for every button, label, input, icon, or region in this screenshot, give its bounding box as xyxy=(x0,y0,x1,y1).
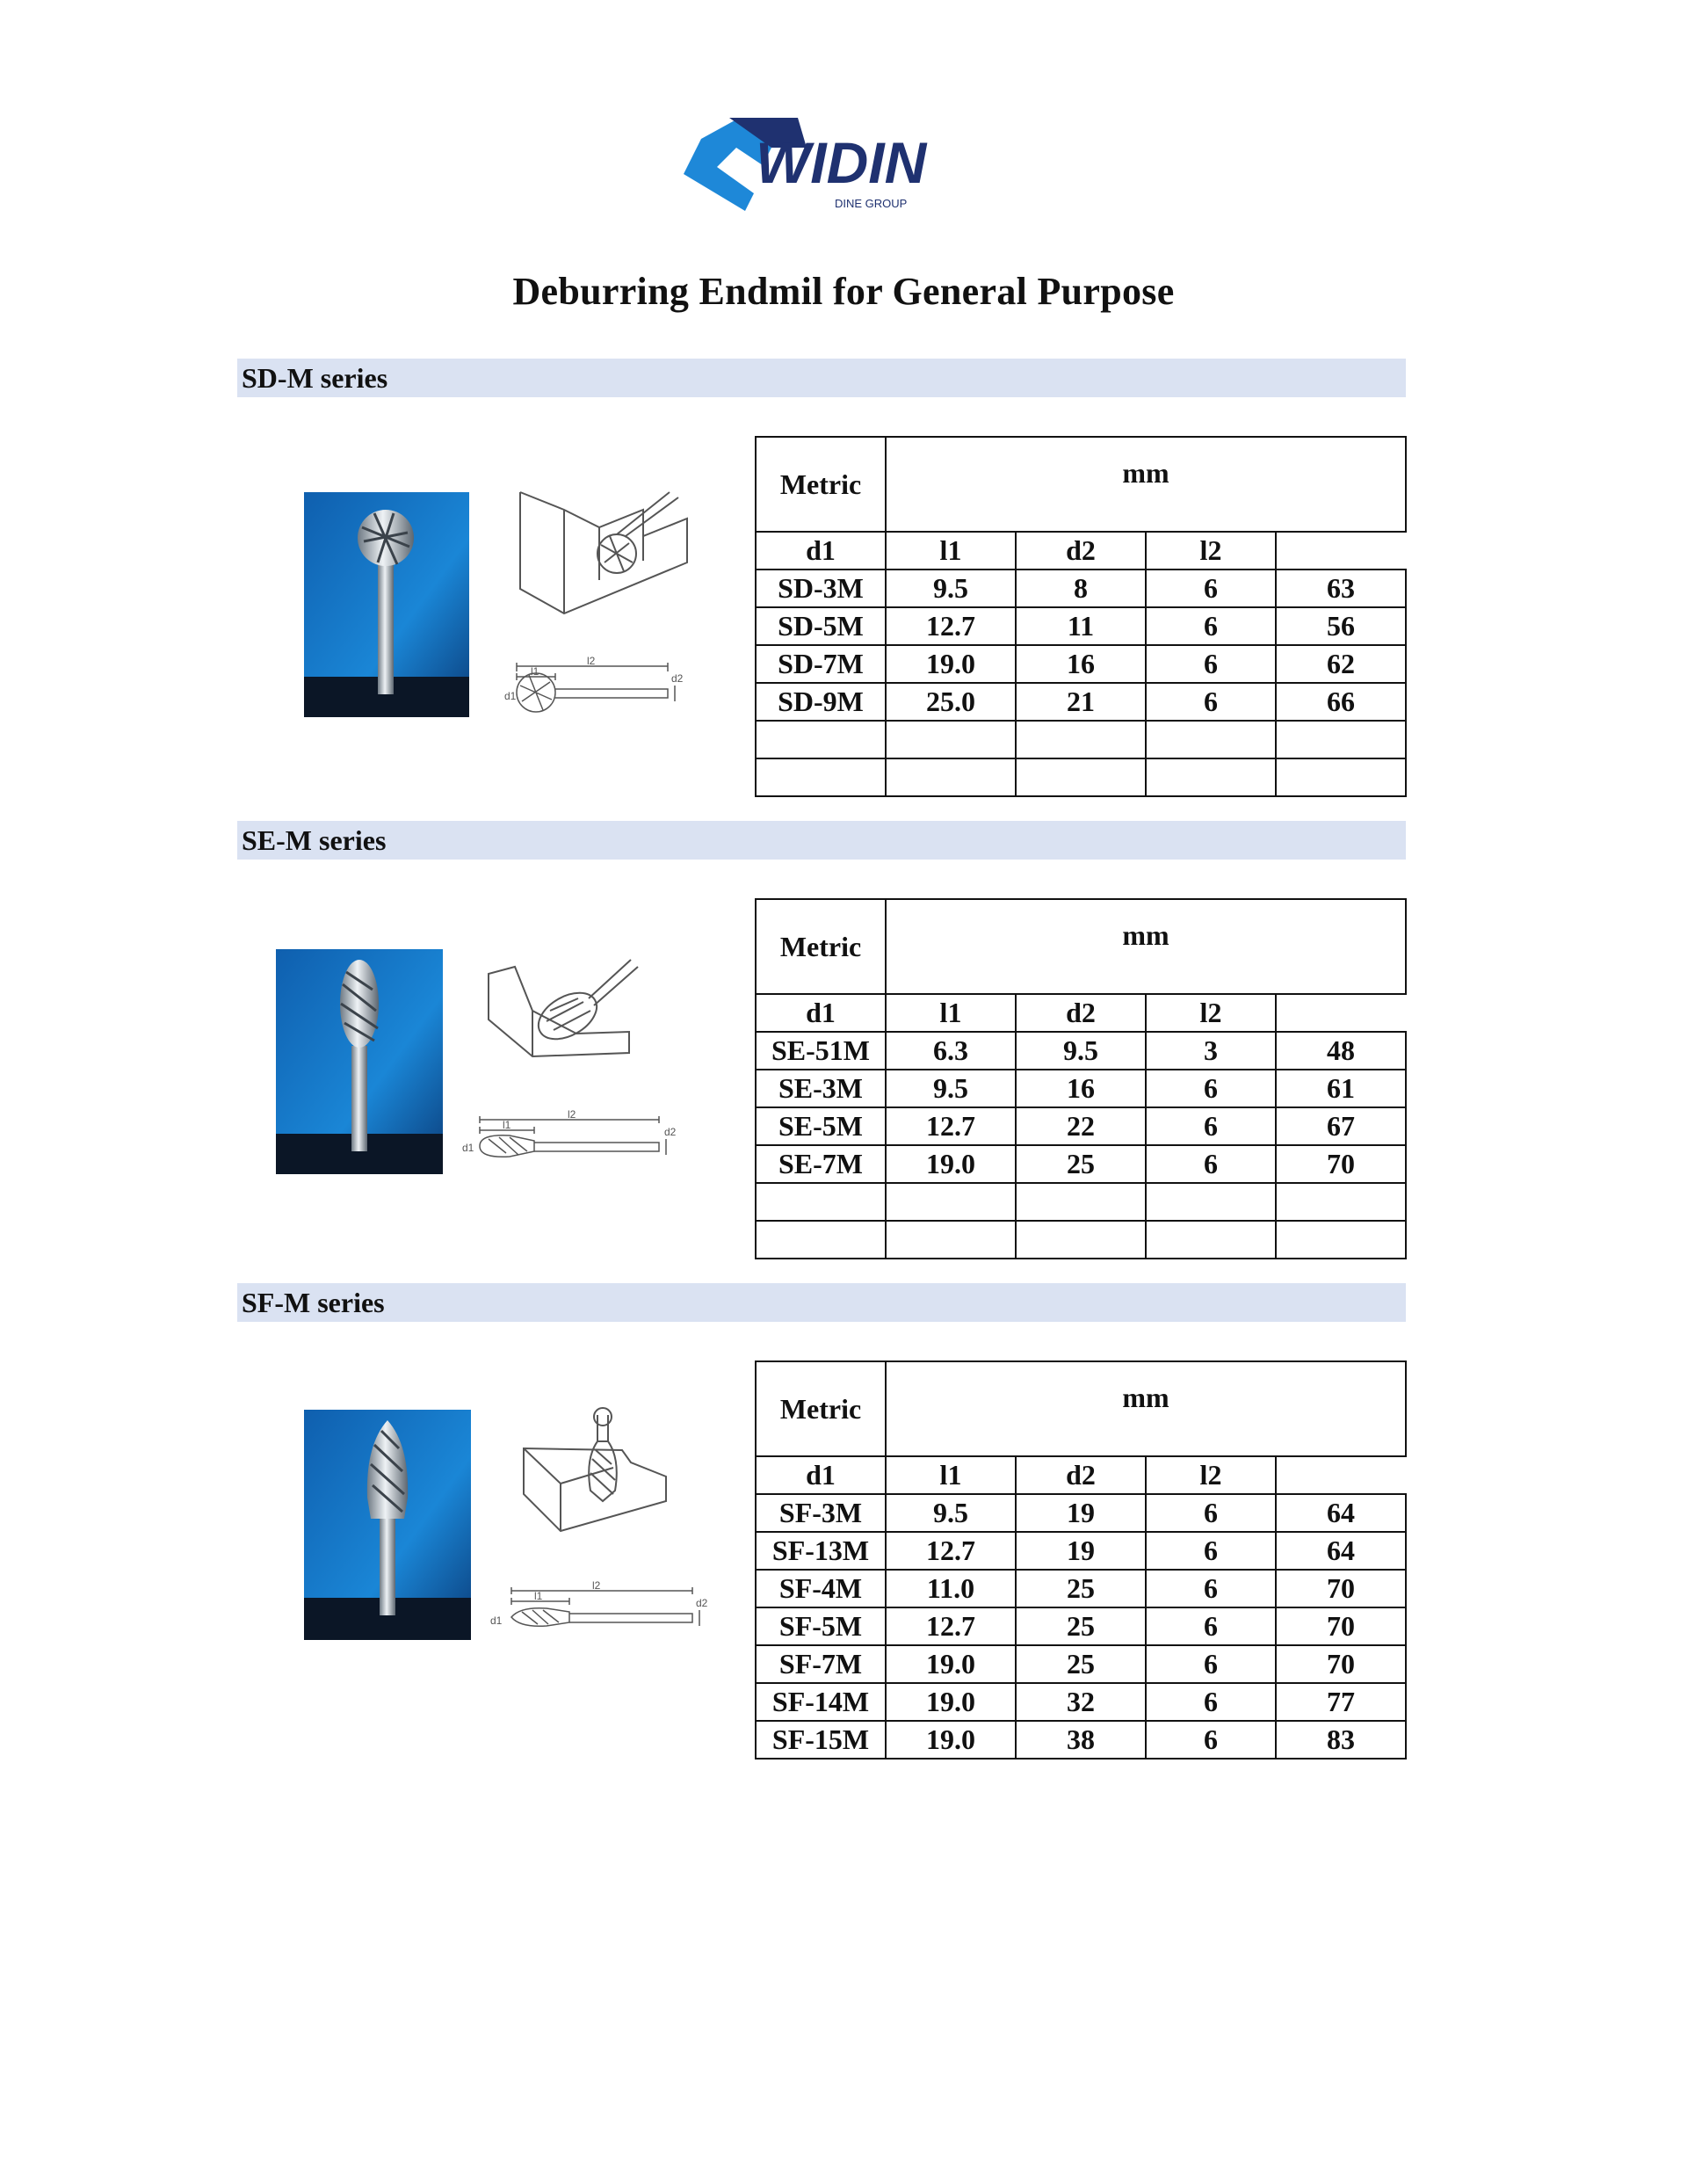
col-header: d2 xyxy=(1016,994,1146,1032)
dim-label-d2: d2 xyxy=(664,1126,677,1138)
col-header: l1 xyxy=(886,532,1016,570)
series-title: SF-M series xyxy=(242,1287,385,1318)
dimension-cell xyxy=(1276,1183,1406,1221)
table-row xyxy=(756,1532,1406,1570)
se-dimension-drawing xyxy=(457,1108,677,1181)
dimension-cell xyxy=(1276,721,1406,758)
dimension-cell xyxy=(1016,1221,1146,1259)
dimension-cell xyxy=(886,1183,1016,1221)
dim-label-d2: d2 xyxy=(671,672,684,685)
dimension-cell: 25.0 xyxy=(886,683,1016,721)
dimension-cell: 6 xyxy=(1146,1145,1276,1183)
model-cell: SD-5M xyxy=(756,607,886,645)
dimension-cell: 16 xyxy=(1016,645,1146,683)
unit-header: mm xyxy=(886,1361,1406,1456)
sf-table-body xyxy=(756,1494,1406,1759)
dimension-cell xyxy=(1016,758,1146,796)
col-header: l1 xyxy=(886,1456,1016,1494)
table-row xyxy=(756,1494,1406,1532)
dimension-cell: 9.5 xyxy=(886,1494,1016,1532)
dimension-cell: 61 xyxy=(1276,1070,1406,1107)
model-cell: SD-7M xyxy=(756,645,886,683)
table-row xyxy=(756,1032,1406,1070)
sd-table-body xyxy=(756,570,1406,796)
sd-burr-photo xyxy=(304,492,469,717)
table-row xyxy=(756,683,1406,721)
dimension-cell xyxy=(886,1221,1016,1259)
sf-dimension-drawing xyxy=(485,1579,708,1652)
dimension-cell: 19.0 xyxy=(886,645,1016,683)
dimension-cell: 48 xyxy=(1276,1032,1406,1070)
dimension-cell xyxy=(1016,721,1146,758)
sf-spec-table xyxy=(755,1360,1407,1760)
dimension-cell: 6 xyxy=(1146,1532,1276,1570)
dimension-cell: 6 xyxy=(1146,1107,1276,1145)
dimension-cell: 19.0 xyxy=(886,1721,1016,1759)
dimension-cell xyxy=(1276,1221,1406,1259)
dimension-cell: 6 xyxy=(1146,645,1276,683)
sf-burr-photo xyxy=(304,1410,471,1640)
dimension-cell xyxy=(1276,758,1406,796)
sf-machining-sketch xyxy=(517,1406,675,1538)
dim-label-l1: l1 xyxy=(503,1119,511,1131)
sd-machining-sketch xyxy=(511,483,705,615)
col-header: l2 xyxy=(1146,994,1276,1032)
se-spec-table xyxy=(755,898,1407,1259)
dimension-cell: 8 xyxy=(1016,570,1146,607)
model-cell: SF-15M xyxy=(756,1721,886,1759)
table-row xyxy=(756,1070,1406,1107)
table-row xyxy=(756,758,1406,796)
dimension-cell: 9.5 xyxy=(886,1070,1016,1107)
table-row xyxy=(756,1645,1406,1683)
dimension-cell: 64 xyxy=(1276,1532,1406,1570)
dimension-cell: 12.7 xyxy=(886,607,1016,645)
logo-wordmark: WIDIN xyxy=(756,130,927,195)
series-header-sd xyxy=(237,359,1406,397)
dim-label-d1: d1 xyxy=(504,690,517,702)
model-cell xyxy=(756,1221,886,1259)
col-header: d2 xyxy=(1016,1456,1146,1494)
dimension-cell: 19 xyxy=(1016,1532,1146,1570)
se-machining-sketch xyxy=(480,949,647,1063)
col-header: l2 xyxy=(1146,1456,1276,1494)
se-burr-photo xyxy=(276,949,443,1174)
dimension-cell xyxy=(1146,1183,1276,1221)
col-header: d1 xyxy=(756,994,886,1032)
series-header-sf xyxy=(237,1283,1406,1322)
dimension-cell xyxy=(1146,721,1276,758)
col-header: d1 xyxy=(756,1456,886,1494)
dimension-cell: 6 xyxy=(1146,1070,1276,1107)
se-table-body xyxy=(756,1032,1406,1259)
dim-label-l2: l2 xyxy=(587,655,596,667)
table-row xyxy=(756,607,1406,645)
series-title: SE-M series xyxy=(242,824,387,856)
dim-label-d1: d1 xyxy=(462,1142,474,1154)
dimension-cell: 12.7 xyxy=(886,1532,1016,1570)
col-header: l1 xyxy=(886,994,1016,1032)
model-cell: SF-14M xyxy=(756,1683,886,1721)
table-row xyxy=(756,1721,1406,1759)
unit-header: mm xyxy=(886,899,1406,994)
dim-label-l2: l2 xyxy=(568,1108,576,1121)
col-header: l2 xyxy=(1146,532,1276,570)
dim-label-l2: l2 xyxy=(592,1579,601,1592)
col-header: d1 xyxy=(756,532,886,570)
model-cell: SD-3M xyxy=(756,570,886,607)
dimension-cell: 25 xyxy=(1016,1145,1146,1183)
dimension-cell xyxy=(1146,1221,1276,1259)
dimension-cell: 9.5 xyxy=(886,570,1016,607)
logo-tagline: DINE GROUP xyxy=(835,197,908,210)
table-row xyxy=(756,1183,1406,1221)
dimension-cell: 70 xyxy=(1276,1645,1406,1683)
table-row xyxy=(756,1570,1406,1607)
dimension-cell: 19.0 xyxy=(886,1683,1016,1721)
sd-dimension-drawing xyxy=(501,650,685,721)
dimension-cell: 32 xyxy=(1016,1683,1146,1721)
dim-label-d2: d2 xyxy=(696,1597,708,1609)
dimension-cell: 6.3 xyxy=(886,1032,1016,1070)
dimension-cell: 16 xyxy=(1016,1070,1146,1107)
unit-header: mm xyxy=(886,437,1406,532)
series-title: SD-M series xyxy=(242,362,388,394)
dimension-cell: 9.5 xyxy=(1016,1032,1146,1070)
dimension-cell: 64 xyxy=(1276,1494,1406,1532)
dimension-cell: 19 xyxy=(1016,1494,1146,1532)
dimension-cell: 12.7 xyxy=(886,1607,1016,1645)
metric-header: Metric xyxy=(756,437,886,532)
model-cell: SF-7M xyxy=(756,1645,886,1683)
dimension-cell: 67 xyxy=(1276,1107,1406,1145)
dimension-cell: 70 xyxy=(1276,1570,1406,1607)
dim-label-l1: l1 xyxy=(534,1590,543,1602)
dimension-cell: 19.0 xyxy=(886,1145,1016,1183)
table-row xyxy=(756,1607,1406,1645)
dimension-cell: 83 xyxy=(1276,1721,1406,1759)
dimension-cell: 56 xyxy=(1276,607,1406,645)
dimension-cell: 6 xyxy=(1146,1570,1276,1607)
dimension-cell: 66 xyxy=(1276,683,1406,721)
dimension-cell xyxy=(1016,1183,1146,1221)
dimension-cell: 6 xyxy=(1146,1645,1276,1683)
model-cell xyxy=(756,1183,886,1221)
dimension-cell: 6 xyxy=(1146,1494,1276,1532)
model-cell: SE-5M xyxy=(756,1107,886,1145)
dimension-cell: 6 xyxy=(1146,1683,1276,1721)
table-row xyxy=(756,570,1406,607)
dim-label-l1: l1 xyxy=(531,665,539,678)
sd-spec-table xyxy=(755,436,1407,797)
dimension-cell: 6 xyxy=(1146,1721,1276,1759)
dimension-cell: 70 xyxy=(1276,1607,1406,1645)
model-cell: SF-13M xyxy=(756,1532,886,1570)
table-row xyxy=(756,645,1406,683)
dimension-cell: 25 xyxy=(1016,1607,1146,1645)
model-cell: SE-51M xyxy=(756,1032,886,1070)
model-cell xyxy=(756,758,886,796)
page-title: Deburring Endmil for General Purpose xyxy=(512,270,1175,313)
dimension-cell: 22 xyxy=(1016,1107,1146,1145)
model-cell: SD-9M xyxy=(756,683,886,721)
dimension-cell: 3 xyxy=(1146,1032,1276,1070)
model-cell: SF-5M xyxy=(756,1607,886,1645)
metric-header: Metric xyxy=(756,899,886,994)
dimension-cell xyxy=(886,758,1016,796)
model-cell: SF-4M xyxy=(756,1570,886,1607)
table-row xyxy=(756,1107,1406,1145)
table-row xyxy=(756,1683,1406,1721)
dimension-cell: 25 xyxy=(1016,1645,1146,1683)
dimension-cell: 6 xyxy=(1146,570,1276,607)
dimension-cell: 6 xyxy=(1146,1607,1276,1645)
dimension-cell: 70 xyxy=(1276,1145,1406,1183)
model-cell: SE-3M xyxy=(756,1070,886,1107)
dimension-cell: 12.7 xyxy=(886,1107,1016,1145)
dimension-cell: 6 xyxy=(1146,607,1276,645)
table-row xyxy=(756,721,1406,758)
dimension-cell: 11 xyxy=(1016,607,1146,645)
model-cell xyxy=(756,721,886,758)
metric-header: Metric xyxy=(756,1361,886,1456)
dimension-cell xyxy=(1146,758,1276,796)
dimension-cell: 63 xyxy=(1276,570,1406,607)
dimension-cell: 62 xyxy=(1276,645,1406,683)
widin-logo xyxy=(675,112,938,218)
dimension-cell: 21 xyxy=(1016,683,1146,721)
series-header-se xyxy=(237,821,1406,860)
dimension-cell: 77 xyxy=(1276,1683,1406,1721)
col-header: d2 xyxy=(1016,532,1146,570)
dimension-cell: 38 xyxy=(1016,1721,1146,1759)
dim-label-d1: d1 xyxy=(490,1614,503,1627)
dimension-cell: 25 xyxy=(1016,1570,1146,1607)
model-cell: SF-3M xyxy=(756,1494,886,1532)
dimension-cell: 19.0 xyxy=(886,1645,1016,1683)
table-row xyxy=(756,1145,1406,1183)
table-row xyxy=(756,1221,1406,1259)
dimension-cell xyxy=(886,721,1016,758)
dimension-cell: 11.0 xyxy=(886,1570,1016,1607)
dimension-cell: 6 xyxy=(1146,683,1276,721)
model-cell: SE-7M xyxy=(756,1145,886,1183)
